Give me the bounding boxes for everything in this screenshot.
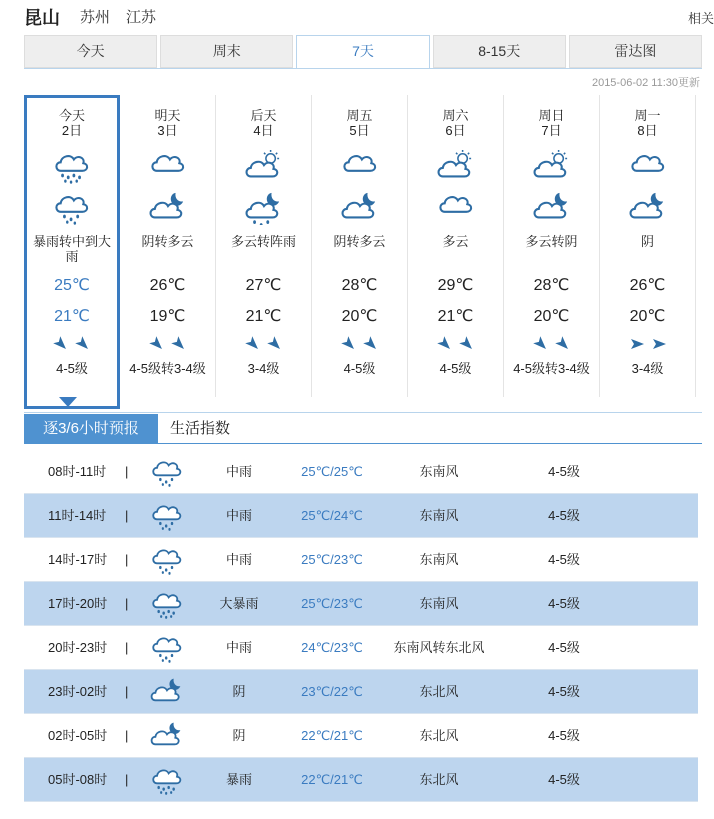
- hourly-wind-level: 4-5级: [548, 464, 580, 479]
- day-low-temp: 20℃: [533, 308, 570, 325]
- selected-day-pointer: [59, 397, 77, 407]
- day-name: 明天: [154, 108, 181, 123]
- wind-direction-icon: [626, 336, 670, 352]
- day-wind-level: 4-5级转3-4级: [513, 361, 590, 376]
- hourly-row: [24, 626, 698, 670]
- wind-direction-icon: [50, 336, 94, 352]
- day-high-temp: 28℃: [533, 277, 570, 294]
- day-name: 今天: [58, 108, 85, 123]
- day-high-temp: 26℃: [629, 277, 666, 294]
- rain-icon: [150, 501, 184, 531]
- separator: |: [125, 596, 129, 611]
- hourly-wind-dir: 东南风: [419, 464, 459, 479]
- hourly-time: 11时-14时: [48, 508, 107, 523]
- day-high-temp: 28℃: [341, 277, 378, 294]
- day-low-temp: 21℃: [245, 308, 282, 325]
- cloudy-icon: [148, 150, 188, 184]
- day-weather-desc: 阴转多云: [333, 234, 386, 249]
- hourly-row: [24, 582, 698, 626]
- day-low-temp: 19℃: [149, 308, 186, 325]
- hourly-wind-dir: 东南风: [419, 508, 459, 523]
- partly-cloudy-day-icon: [436, 150, 476, 184]
- day-wind-level: 4-5级: [439, 361, 472, 376]
- day-name: 周六: [442, 108, 469, 123]
- day-column-0[interactable]: [24, 95, 120, 409]
- day-date: 2日: [61, 123, 83, 138]
- hourly-temp: 22℃/21℃: [301, 772, 363, 787]
- forecast-tabs: [24, 35, 702, 68]
- heavy-rain-icon: [150, 765, 184, 795]
- partly-cloudy-day-icon: [244, 150, 284, 184]
- day-date: 8日: [637, 123, 658, 138]
- day-high-temp: 25℃: [54, 277, 90, 294]
- heavy-rain-icon: [150, 589, 184, 619]
- detail-tabs: [24, 414, 702, 444]
- day-low-temp: 20℃: [629, 308, 666, 325]
- region-link[interactable]: 江苏: [126, 9, 157, 26]
- hourly-time: 14时-17时: [48, 552, 108, 567]
- hourly-wind-dir: 东北风: [419, 684, 459, 699]
- day-name: 后天: [250, 108, 277, 123]
- cloudy-icon: [628, 150, 668, 184]
- day-date: 5日: [349, 123, 370, 138]
- section-divider: [24, 412, 702, 413]
- day-column-6[interactable]: [600, 95, 696, 397]
- overcast-night-icon: [150, 677, 184, 707]
- separator: |: [125, 508, 129, 523]
- hourly-wind-level: 4-5级: [548, 640, 580, 655]
- shower-icon: [244, 191, 284, 225]
- day-name: 周一: [634, 108, 661, 123]
- hourly-temp: 22℃/21℃: [301, 728, 363, 743]
- hourly-row: [24, 714, 698, 758]
- tab-life-index[interactable]: 生活指数: [170, 420, 231, 437]
- hourly-weather: 中雨: [225, 464, 252, 479]
- day-wind-level: 4-5级: [56, 361, 88, 376]
- hourly-weather: 中雨: [225, 640, 252, 655]
- related-link[interactable]: 相关: [687, 11, 714, 26]
- day-high-temp: 26℃: [149, 277, 186, 294]
- hourly-wind-dir: 东北风: [419, 728, 459, 743]
- day-date: 3日: [157, 123, 178, 138]
- hourly-weather: 阴: [232, 684, 246, 699]
- hourly-wind-dir: 东南风: [419, 552, 459, 567]
- day-name: 周日: [538, 108, 565, 123]
- wind-direction-icon: [434, 336, 478, 352]
- hourly-wind-dir: 东南风转东北风: [393, 640, 485, 655]
- day-weather-desc: 多云转阵雨: [230, 234, 296, 249]
- day-column-1[interactable]: [120, 95, 216, 397]
- tab-today[interactable]: 今天: [24, 35, 157, 68]
- day-wind-level: 3-4级: [247, 361, 280, 376]
- hourly-weather: 大暴雨: [219, 596, 259, 611]
- city-name[interactable]: 昆山: [24, 8, 60, 28]
- hourly-time: 23时-02时: [48, 684, 108, 699]
- hourly-weather: 暴雨: [225, 772, 252, 787]
- hourly-wind-level: 4-5级: [548, 596, 580, 611]
- seven-day-forecast: [24, 95, 692, 407]
- hourly-temp: 25℃/24℃: [301, 508, 363, 523]
- rain-icon: [150, 545, 184, 575]
- hourly-wind-level: 4-5级: [548, 684, 580, 699]
- day-high-temp: 27℃: [245, 277, 282, 294]
- day-date: 7日: [541, 123, 562, 138]
- overcast-night-icon: [150, 721, 184, 751]
- partly-cloudy-day-icon: [532, 150, 572, 184]
- cloudy-icon: [436, 191, 476, 225]
- wind-direction-icon: [530, 336, 574, 352]
- tab-8-15day[interactable]: 8-15天: [433, 35, 566, 68]
- hourly-time: 02时-05时: [48, 728, 108, 743]
- day-date: 4日: [253, 123, 274, 138]
- day-weather-desc: 阴转多云: [141, 234, 194, 249]
- hourly-time: 05时-08时: [48, 772, 108, 787]
- hourly-forecast-table: [24, 450, 698, 802]
- separator: |: [125, 772, 129, 787]
- partly-cloudy-night-icon: [532, 191, 572, 225]
- day-high-temp: 29℃: [437, 277, 474, 294]
- hourly-wind-level: 4-5级: [548, 552, 580, 567]
- day-column-2[interactable]: [216, 95, 312, 397]
- separator: |: [125, 684, 129, 699]
- hourly-weather: 中雨: [225, 508, 252, 523]
- hourly-row: [24, 670, 698, 714]
- hourly-weather: 阴: [232, 728, 246, 743]
- partly-cloudy-night-icon: [340, 191, 380, 225]
- rain-icon: [52, 191, 92, 225]
- day-wind-level: 3-4级: [631, 361, 664, 376]
- hourly-wind-dir: 东南风: [419, 596, 459, 611]
- hourly-time: 17时-20时: [48, 596, 108, 611]
- province-link[interactable]: 苏州: [80, 9, 111, 26]
- tab-divider: [24, 68, 702, 69]
- hourly-temp: 23℃/22℃: [301, 684, 363, 699]
- tab-radar[interactable]: 雷达图: [569, 35, 702, 68]
- header: [0, 0, 714, 30]
- hourly-temp: 24℃/23℃: [301, 640, 363, 655]
- separator: |: [125, 464, 129, 479]
- day-column-3[interactable]: [312, 95, 408, 397]
- tab-weekend[interactable]: 周末: [160, 35, 293, 68]
- hourly-temp: 25℃/25℃: [301, 464, 363, 479]
- day-date: 6日: [445, 123, 466, 138]
- day-wind-level: 4-5级转3-4级: [129, 361, 206, 376]
- hourly-wind-dir: 东北风: [419, 772, 459, 787]
- hourly-wind-level: 4-5级: [548, 772, 580, 787]
- tab-hourly-forecast[interactable]: 逐3/6小时预报: [24, 414, 158, 444]
- separator: |: [125, 640, 129, 655]
- tab-7day[interactable]: 7天: [296, 35, 429, 69]
- separator: |: [125, 552, 129, 567]
- rain-icon: [150, 457, 184, 487]
- wind-direction-icon: [242, 336, 286, 352]
- separator: |: [125, 728, 129, 743]
- partly-cloudy-night-icon: [148, 191, 188, 225]
- updated-time: 2015-06-02 11:30更新: [591, 77, 700, 89]
- day-column-4[interactable]: [408, 95, 504, 397]
- hourly-time: 08时-11时: [48, 464, 107, 479]
- hourly-row: [24, 494, 698, 538]
- hourly-wind-level: 4-5级: [548, 728, 580, 743]
- heavy-rain-icon: [52, 150, 92, 184]
- hourly-time: 20时-23时: [48, 640, 108, 655]
- day-low-temp: 21℃: [54, 308, 90, 325]
- day-weather-desc: 暴雨转中到大雨: [32, 234, 111, 264]
- hourly-wind-level: 4-5级: [548, 508, 580, 523]
- hourly-row: [24, 538, 698, 582]
- wind-direction-icon: [338, 336, 382, 352]
- hourly-temp: 25℃/23℃: [301, 552, 363, 567]
- day-wind-level: 4-5级: [343, 361, 376, 376]
- day-weather-desc: 多云: [442, 234, 469, 249]
- day-name: 周五: [346, 108, 373, 123]
- day-weather-desc: 多云转阴: [525, 234, 578, 249]
- partly-cloudy-night-icon: [628, 191, 668, 225]
- wind-direction-icon: [146, 336, 190, 352]
- day-low-temp: 21℃: [437, 308, 474, 325]
- day-column-5[interactable]: [504, 95, 600, 397]
- hourly-row: [24, 450, 698, 494]
- hourly-row: [24, 758, 698, 802]
- cloudy-icon: [340, 150, 380, 184]
- day-weather-desc: 阴: [640, 234, 654, 249]
- hourly-temp: 25℃/23℃: [301, 596, 363, 611]
- rain-icon: [150, 633, 184, 663]
- hourly-weather: 中雨: [225, 552, 252, 567]
- day-low-temp: 20℃: [341, 308, 378, 325]
